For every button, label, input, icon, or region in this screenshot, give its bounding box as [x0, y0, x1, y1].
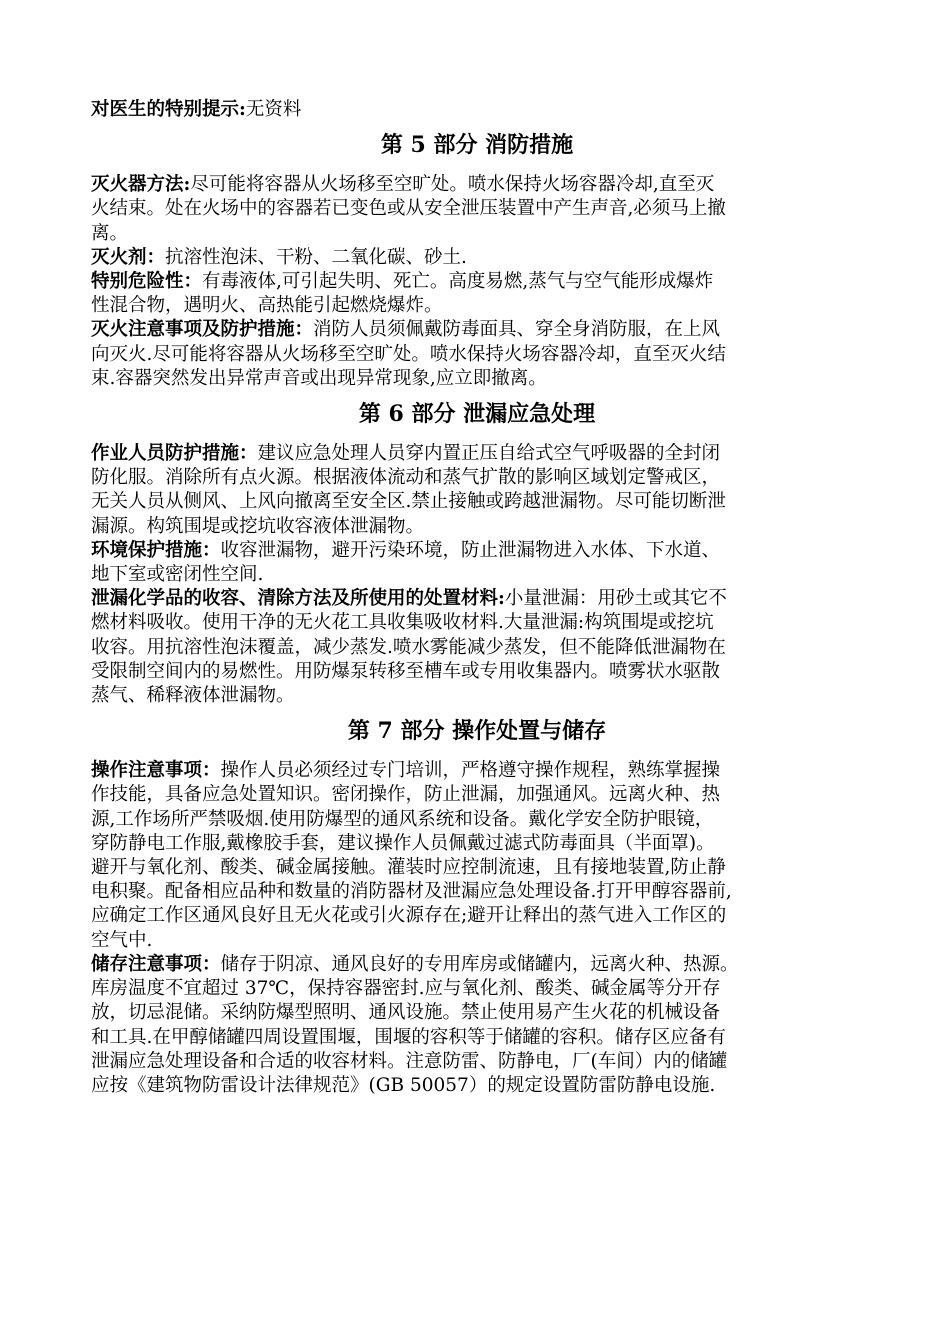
paragraph-label: 特别危险性： — [91, 271, 203, 293]
paragraph-line — [91, 953, 863, 977]
paragraph-line — [91, 318, 863, 342]
paragraph-text: 建议应急处理人员穿内置正压自给式空气呼吸器的全封闭 — [257, 443, 721, 465]
paragraph-line: 受限制空间内的易燃性。用防爆泵转移至槽车或专用收集器内。喷雾状水驱散 — [91, 660, 721, 682]
paragraph-line: 库房温度不宜超过 37℃，保持容器密封.应与氧化剂、酸类、碱金属等分开存 — [91, 978, 721, 1000]
paragraph-text: 抗溶性泡沫、干粉、二氧化碳、砂土. — [165, 246, 467, 268]
paragraph-label: 环境保护措施： — [91, 539, 221, 561]
paragraph-line: 火结束。处在火场中的容器若已变色或从安全泄压装置中产生声音,必须马上撤 — [91, 198, 726, 220]
intro-text: 无资料 — [245, 99, 302, 120]
paragraph-line: 应确定工作区通风良好且无火花或引火源存在;避开让释出的蒸气进入工作区的 — [91, 905, 727, 927]
paragraph-text: 有毒液体,可引起失明、死亡。高度易燃,蒸气与空气能形成爆炸 — [202, 271, 714, 293]
paragraph-line: 束.容器突然发出异常声音或出现异常现象,应立即撤离。 — [91, 367, 547, 389]
paragraph-line: 燃材料吸收。使用干净的无火花工具收集吸收材料.大量泄漏:构筑围堤或挖坑 — [91, 612, 714, 634]
paragraph-line: 泄漏应急处理设备和合适的收容材料。注意防雷、防静电，厂(车间）内的储罐 — [91, 1050, 728, 1072]
document-page — [91, 98, 863, 1098]
paragraph-text: 操作人员必须经过专门培训，严格遵守操作规程，熟练掌握操 — [220, 760, 721, 782]
intro-label: 对医生的特别提示: — [91, 99, 246, 120]
paragraph-line: 蒸气、稀释液体泄漏物。 — [91, 685, 295, 707]
section-5-heading: 第 5 部分 消防措施 — [380, 132, 574, 159]
paragraph-line: 穿防静电工作服,戴橡胶手套，建议操作人员佩戴过滤式防毒面具（半面罩)。 — [91, 832, 715, 854]
paragraph-line: 离。 — [91, 222, 129, 244]
paragraph-label: 操作注意事项： — [91, 760, 221, 782]
paragraph-label: 作业人员防护措施： — [91, 443, 258, 465]
paragraph-text: 消防人员须佩戴防毒面具、穿全身消防服，在上风 — [313, 319, 721, 341]
paragraph-line: 漏源。构筑围堤或挖坑收容液体泄漏物。 — [91, 515, 425, 537]
paragraph-line — [91, 173, 863, 197]
paragraph-line: 无关人员从侧风、上风向撤离至安全区.禁止接触或跨越泄漏物。尽可能切断泄 — [91, 491, 726, 513]
paragraph-line: 向灭火.尽可能将容器从火场移至空旷处。喷水保持火场容器冷却，直至灭火结 — [91, 343, 726, 365]
paragraph-line: 电积聚。配备相应品种和数量的消防器材及泄漏应急处理设备.打开甲醇容器前, — [91, 881, 732, 903]
paragraph-label: 灭火剂： — [91, 246, 166, 268]
paragraph-line: 地下室或密闭性空间. — [91, 564, 264, 586]
intro-line — [91, 98, 863, 122]
paragraph-line: 空气中. — [91, 929, 153, 951]
paragraph-text: 尽可能将容器从火场移至空旷处。喷水保持火场容器冷却,直至灭 — [190, 174, 715, 196]
section-6-heading: 第 6 部分 泄漏应急处理 — [358, 401, 596, 428]
paragraph-line — [91, 270, 863, 294]
paragraph-line — [91, 539, 863, 563]
section-7-heading: 第 7 部分 操作处置与储存 — [347, 718, 607, 745]
paragraph-line: 收容。用抗溶性泡沫覆盖，减少蒸发.喷水雾能减少蒸发，但不能降低泄漏物在 — [91, 636, 726, 658]
paragraph-line: 和工具.在甲醇储罐四周设置围堰，围堰的容积等于储罐的容积。储存区应备有 — [91, 1026, 726, 1048]
paragraph-line: 防化服。消除所有点火源。根据液体流动和蒸气扩散的影响区域划定警戒区， — [91, 467, 721, 489]
paragraph-line — [91, 587, 863, 611]
paragraph-line — [91, 246, 863, 270]
paragraph-text: 小量泄漏：用砂土或其它不 — [504, 588, 727, 610]
paragraph-label: 储存注意事项： — [91, 953, 221, 975]
paragraph-text: 收容泄漏物，避开污染环境，防止泄漏物进入水体、下水道、 — [220, 539, 721, 561]
paragraph-line: 源,工作场所严禁吸烟.使用防爆型的通风系统和设备。戴化学安全防护眼镜， — [91, 808, 714, 830]
paragraph-label: 灭火注意事项及防护措施： — [91, 319, 314, 341]
paragraph-line: 应按《建筑物防雷设计法律规范》(GB 50057）的规定设置防雷防静电设施. — [91, 1074, 716, 1096]
paragraph-line: 性混合物，遇明火、高热能引起燃烧爆炸。 — [91, 295, 443, 317]
paragraph-line: 放，切忌混储。采纳防爆型照明、通风设施。禁止使用易产生火花的机械设备 — [91, 1002, 721, 1024]
paragraph-text: 储存于阴凉、通风良好的专用库房或储罐内，远离火种、热源。 — [220, 953, 739, 975]
paragraph-label: 泄漏化学品的收容、清除方法及所使用的处置材料: — [91, 588, 505, 610]
paragraph-label: 灭火器方法: — [91, 174, 191, 196]
paragraph-line — [91, 442, 863, 466]
paragraph-line: 作技能，具备应急处置知识。密闭操作，防止泄漏，加强通风。远离火种、热 — [91, 784, 721, 806]
paragraph-line — [91, 759, 863, 783]
paragraph-line: 避开与氧化剂、酸类、碱金属接触。灌装时应控制流速，且有接地装置,防止静 — [91, 857, 726, 879]
